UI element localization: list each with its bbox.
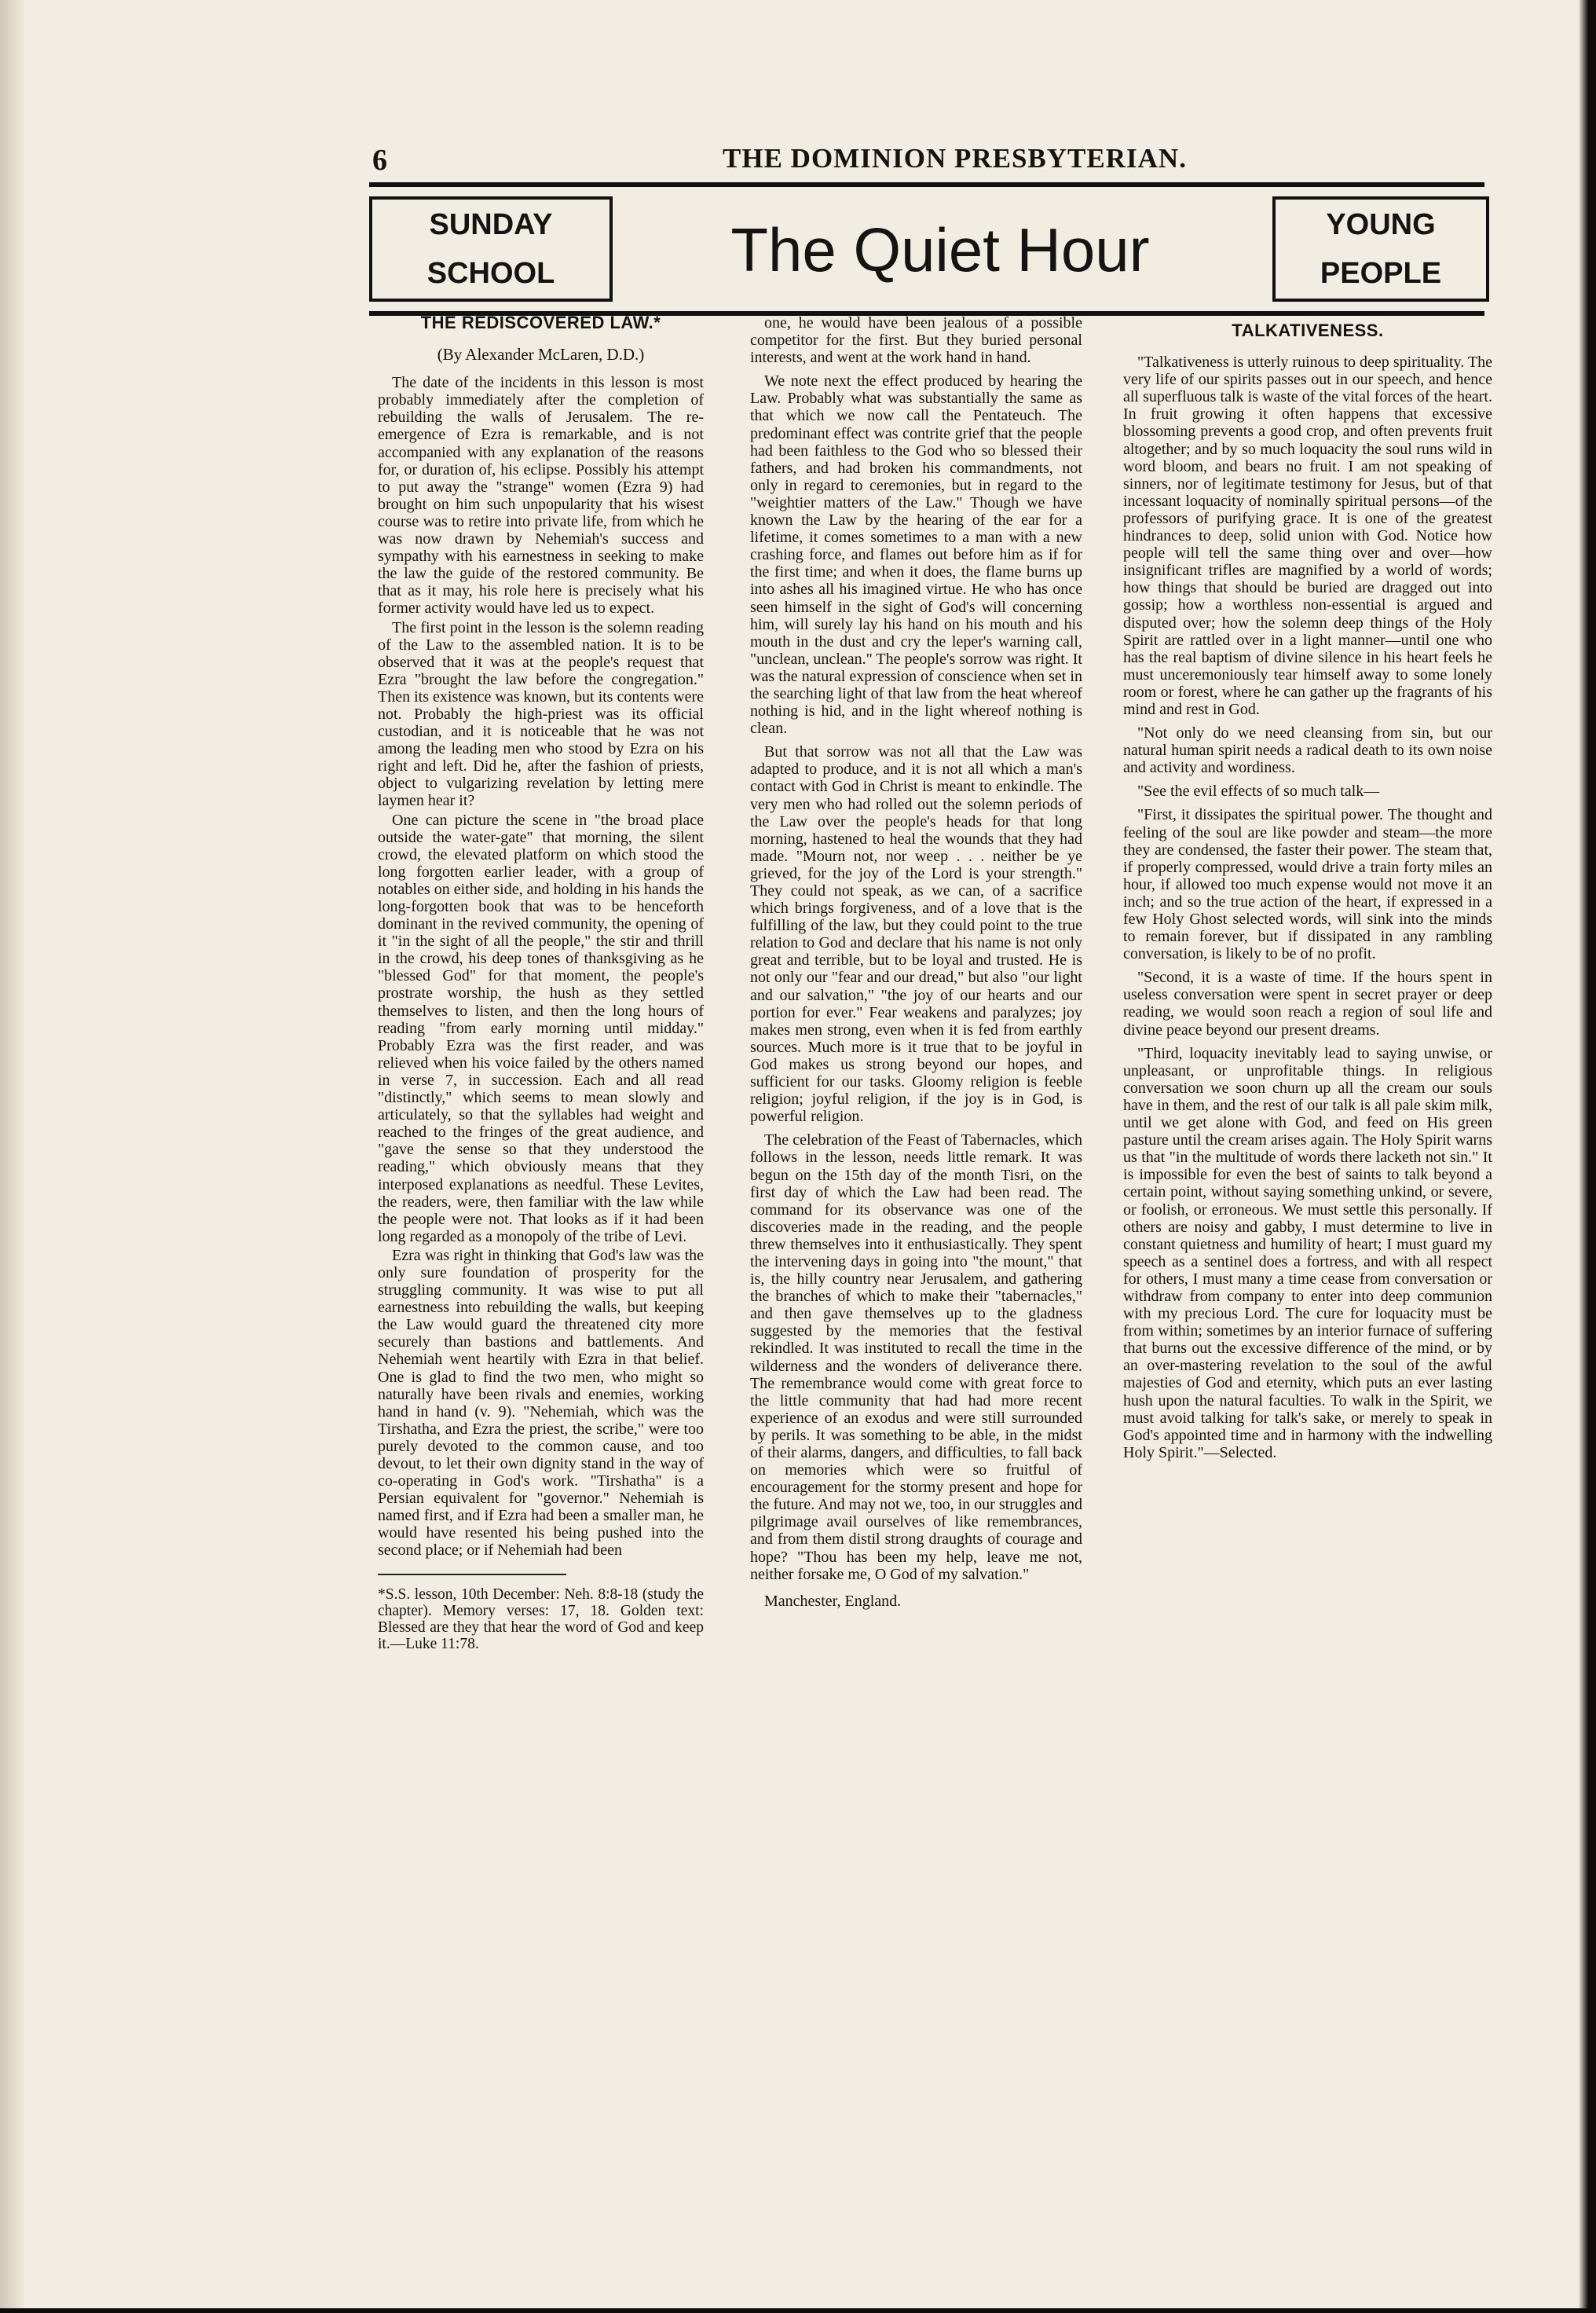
paragraph: "See the evil effects of so much talk— (1137, 783, 1380, 801)
section-banner (369, 182, 1484, 316)
paragraph: But that sorrow was not all that the Law was adapted to produce, and it is not all which a man's contact with God in Christ is meant to enkindle. The very men who had rolled out the solemn periods of the Law over the people's heads for that long morning, hastened to heal the wounds that they had made. "Mourn not, nor weep . . . neither be ye grieved, for the joy of the Lord is your strength." They could not speak, as we can, of a sacrifice which brings forgiveness, and of a love that is the fulfilling of the law, but they could point to the true relation to God and declare that his name is not only great and terrible, but to be loyal and trusted. He is not only our "fear and our dread," but also "our light and our salvation," "the joy of our hearts and our portion for ever." Fear weakens and paralyzes; joy makes men strong, even when it is fed from earthly sources. Much more is it true that to be joyful in God makes us strong beyond our hopes, and sufficient for our tasks. Gloomy religion is feeble religion; joyful religion, if the joy is in God, is powerful religion. (750, 743, 1082, 1126)
paragraph: "Third, loquacity inevitably lead to saying unwise, or unpleasant, or unprofitable things. In religious conversation we soon churn up all the cream our souls have in them, and the rest of our talk is all pale skim milk, until we get alone with God, and feed on His green pasture until the cream arises again. The Holy Spirit warns us that "in the multitude of words there lacketh not sin." It is impossible for even the best of saints to talk beyond a certain point, without saying something unkind, or severe, or foolish, or erroneous. We must settle this personally. If others are noisy and gabby, I must determine to live in constant quietness and humility of heart; I must guard my speech as a sentinel does a fortress, and with all respect for others, I must many a time cease from conversation or withdraw from company to enter into deep communion with my precious Lord. The cure for loquacity must be from within; sometimes by an interior furnace of suffering that burns out the excessive difference of the mind, or by an over-mastering revelation to the soul of the awful majesties of God and eternity, which puts an ever lasting hush upon the natural faculties. To walk in the Spirit, we must avoid talking for talk's sake, or merely to speak in God's appointed time and in harmony with the indwelling Holy Spirit."—Selected. (1123, 1044, 1492, 1461)
paragraph: "Second, it is a waste of time. If the hours spent in useless conversation were spent in secret prayer or deep reading, we would soon reach a region of soul life and divine peace beyond our present dreams. (1123, 969, 1492, 1039)
banner-right-line2: PEOPLE (1320, 257, 1442, 290)
scan-left-margin (0, 0, 24, 2313)
footnote-rule (378, 1574, 566, 1575)
footnote: *S.S. lesson, 10th December: Neh. 8:8-18 (study the chapter). Memory verses: 17, 18. Golden text: Blessed are they that hear the word of God and keep it.—Luke 11:78. (378, 1585, 704, 1652)
paragraph: "First, it dissipates the spiritual power. The thought and feeling of the soul are like powder and steam—the more they are condensed, the faster their power. The steam that, if properly compressed, would drive a train forty miles an hour, if allowed too much expense would not move it an inch; and so the true action of the heart, if expressed in a few Holy Ghost selected words, will sink into the minds to remain forever, but if dissipated in any rambling conversation, is likely to be of no profit. (1123, 806, 1492, 963)
banner-left-line1: SUNDAY (429, 208, 553, 241)
article-title-talkativeness: TALKATIVENESS. (1232, 321, 1384, 340)
signoff: Manchester, England. (764, 1592, 902, 1610)
paragraph: Ezra was right in thinking that God's law was the only sure foundation of prosperity for the struggling community. It was wise to put all earnestness into rebuilding the walls, but keeping the Law would guard the threatened city more securely than bastions and battlements. And Nehemiah went heartily with Ezra in that belief. One is glad to find the two men, who might so naturally have been rivals and enemies, working hand in hand (v. 9). "Nehemiah, which was the Tirshatha, and Ezra the priest, the scribe," were too purely devoted to the common cause, and too devout, to let their own dignity stand in the way of co-operating in God's work. "Tirshatha" is a Persian equivalent for "governor." Nehemiah is named first, and if Ezra had been a smaller man, he would have resented his being pushed into the second place; or if Nehemiah had been (378, 1246, 704, 1560)
running-title: THE DOMINION PRESBYTERIAN. (723, 143, 1187, 174)
banner-title: The Quiet Hour (730, 215, 1150, 284)
banner-right-box (1272, 196, 1489, 302)
banner-right-line1: YOUNG (1326, 208, 1436, 241)
banner-left-line2: SCHOOL (426, 257, 555, 290)
paragraph: One can picture the scene in "the broad place outside the water-gate" that morning, the silent crowd, the elevated platform on which stood the long forgotten earlier leader, with a group of notables on either side, and holding in his hands the long-forgotten book that was to be henceforth dominant in the revived community, the opening of it "in the sight of all the people," the stir and thrill in the crowd, his deep tones of thanksgiving as he "blessed God" for that moment, the people's prostrate worship, the hush as they settled themselves to listen, and then the long hours of reading "from early morning until midday." Probably Ezra was the first reader, and was relieved when his voice failed by the others named in verse 7, in succession. Each and all read "distinctly," which seems to mean slowly and articulately, so that the syllables had weight and reached to the fringes of the great audience, and "gave the sense so that they understood the reading," which obviously means that they interposed explanations as needful. These Levites, the readers, were, then familiar with the law while the people were not. That looks as if it had been long regarded as a monopoly of the tribe of Levi. (378, 811, 704, 1245)
paragraph: The date of the incidents in this lesson is most probably immediately after the completion of rebuilding the walls of Jerusalem. The re-emergence of Ezra is remarkable, and is not accompanied with any explanation of the reasons for, or duration of, his eclipse. Possibly his attempt to put away the "strange" women (Ezra 9) had brought on him such unpopularity that his wisest course was to retire into private life, from which he was now drawn by Nehemiah's success and sympathy with his earnestness in seeking to make the law the guide of the restored community. Be that as it may, his role here is precisely what his former activity would have led us to expect. (378, 374, 704, 618)
banner-left-box (369, 196, 613, 302)
paragraph: The celebration of the Feast of Tabernacles, which follows in the lesson, needs little remark. It was begun on the 15th day of the month Tisri, on the first day of which the Law had been read. The command for its observance was one of the discoveries made in the reading, and the people threw themselves into it enthusiastically. They spent the intervening days in going into "the mount," that is, the hilly country near Jerusalem, and gathering the branches of which to make their "tabernacles," and then gave themselves up to the gladness suggested by the memories that the festival rekindled. It was instituted to recall the time in the wilderness and the wonders of deliverance there. The remembrance would come with great force to the little community that had had more recent experience of an exodus and were still surrounded by perils. It was something to be able, in the midst of their alarms, dangers, and difficulties, to fall back on memories which were so fruitful of encouragement for the stormy present and hope for the future. And may not we, too, in our struggles and pilgrimage avail ourselves of like remembrances, and from them distil strong draughts of courage and hope? "Thou has been my help, leave me not, neither forsake me, O God of my salvation." (750, 1131, 1082, 1583)
paragraph: "Not only do we need cleansing from sin, but our natural human spirit needs a radical death to its own noise and activity and wordiness. (1123, 724, 1492, 777)
scan-right-edge (1579, 0, 1596, 2313)
column-1 (378, 314, 704, 1654)
page-number: 6 (372, 144, 387, 177)
column-2 (750, 314, 1082, 1610)
byline: (By Alexander McLaren, D.D.) (437, 345, 645, 365)
paragraph: "Talkativeness is utterly ruinous to deep spirituality. The very life of our spirits passes out in our speech, and hence all superfluous talk is waste of the vital forces of the heart. In fruit growing it often happens that excessive blossoming prevents a good crop, and often prevents fruit altogether; and by so much loquacity the soul runs wild in word bloom, and bears no fruit. I am not speaking of sinners, nor of legitimate testimony for Jesus, but of that incessant loquacity of nominally spiritual persons—of the professors of purifying grace. It is one of the greatest hindrances to deep, solid union with God. Notice how people will tell the same thing over and over—how insignificant trifles are magnified by a world of words; how things that should be buried are dragged out into gossip; how a worthless non-essential is argued and disputed over; how the solemn deep things of the Holy Spirit are rattled over in a light manner—until one who has the real baptism of divine silence in his heart feels he must unceremoniously tear himself away to some lonely room or forest, where he can gather up the fragrants of his mind and rest in God. (1123, 354, 1492, 718)
scan-bottom-edge (0, 2308, 1596, 2313)
column-3 (1123, 314, 1492, 1468)
paragraph: The first point in the lesson is the solemn reading of the Law to the assembled nation. It is to be observed that it was at the people's request that Ezra "brought the law before the congregation." Then its existence was known, but its contents were not. Probably the high-priest was its official custodian, and it is noticeable that he was not among the leading men who stood by Ezra on his right and left. Did he, after the fashion of priests, object to vulgarizing revelation by letting mere laymen hear it? (378, 618, 704, 810)
article-title: THE REDISCOVERED LAW.* (420, 313, 661, 332)
paragraph: We note next the effect produced by hearing the Law. Probably what was substantially the same as that which we now call the Pentateuch. The predominant effect was contrite grief that the people had been faithless to the God who so blessed their fathers, and had broken his commandments, not only in regard to ceremonies, but in regard to the "weightier matters of the Law." Though we have known the Law by the hearing of the ear for a lifetime, it comes sometimes to a man with a new crashing force, and flames out before him as if for the first time; and when it does, the flame burns up into ashes all his imagined virtue. He who has once seen himself in the sight of God's will concerning him, will surely lay his hand on his mouth and his mouth in the dust and cry the leper's warning call, "unclean, unclean." The people's sorrow was right. It was the natural expression of conscience when set in the searching light of that law from the heat whereof nothing is hid, and in the light whereof nothing is clean. (750, 372, 1082, 738)
paragraph: one, he would have been jealous of a possible competitor for the first. But they buried personal interests, and went at the work hand in hand. (750, 314, 1082, 367)
